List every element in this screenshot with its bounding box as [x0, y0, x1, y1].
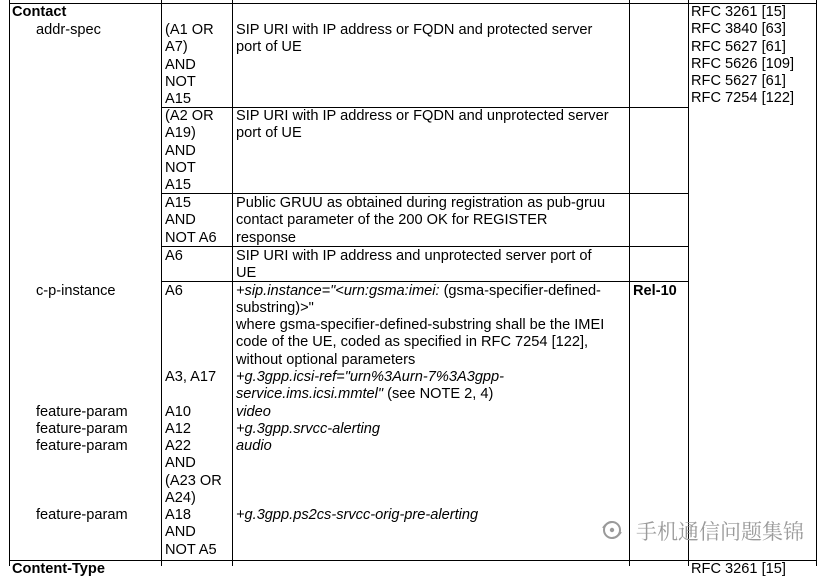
param-name-feature-param: feature-param [36, 421, 128, 437]
table-col-divider [161, 0, 162, 566]
desc-italic: +g.3gpp.icsi-ref="urn%3Aurn-7%3A3gpp- service.ims.icsi.mmtel" [236, 369, 505, 403]
wechat-official-account-icon [598, 520, 626, 542]
desc-italic: +sip.instance="<urn:gsma:imei: [236, 283, 440, 299]
condition-cell: (A1 OR A7) AND NOT A15 [165, 22, 214, 108]
param-name-feature-param: feature-param [36, 507, 128, 523]
param-name-feature-param: feature-param [36, 438, 128, 454]
reference-cell: RFC 3261 [15] [691, 561, 786, 577]
table-border-left [9, 0, 10, 566]
desc-plain: (see NOTE 2, 4) [383, 386, 494, 403]
param-name-feature-param: feature-param [36, 404, 128, 420]
description-cell: audio [236, 438, 272, 454]
table-col-divider [629, 0, 630, 566]
description-cell: Public GRUU as obtained during registration as pub-gruu contact parameter of the 200 OK for REGISTER response [236, 195, 606, 246]
table-col-divider [688, 0, 689, 566]
description-cell: video [236, 404, 271, 420]
description-cell [236, 369, 504, 404]
condition-cell: A12 [165, 421, 191, 437]
desc-plain: (gsma-specifier-defined- [439, 283, 601, 299]
description-cell: SIP URI with IP address and unprotected server port of UE [236, 248, 592, 282]
table-row-divider [161, 193, 689, 194]
condition-cell: A10 [165, 404, 191, 420]
condition-cell: (A2 OR A19) AND NOT A15 [165, 108, 214, 194]
table-col-divider [232, 0, 233, 566]
condition-cell: A18 AND NOT A5 [165, 507, 217, 558]
description-cell: where gsma-specifier-defined-substring shall be the IMEI code of the UE, coded as specified in RFC 7254 [122], without optional parameters [236, 317, 605, 368]
condition-cell: A3, A17 [165, 369, 217, 385]
description-cell: +g.3gpp.ps2cs-srvcc-orig-pre-alerting [236, 507, 479, 523]
footer-content-type: Content-Type [12, 561, 105, 577]
header-contact: Contact [12, 4, 67, 20]
condition-cell: A15 AND NOT A6 [165, 195, 217, 246]
condition-cell: A22 AND (A23 OR A24) [165, 438, 222, 506]
release-cell: Rel-10 [633, 283, 677, 299]
condition-cell: A6 [165, 283, 183, 299]
description-cell [236, 283, 601, 300]
description-cell: substring)>" [236, 300, 314, 316]
param-name-c-p-instance: c-p-instance [36, 283, 116, 299]
description-cell: +g.3gpp.srvcc-alerting [236, 421, 380, 437]
watermark-text: 手机通信问题集锦 [636, 521, 804, 544]
description-cell: SIP URI with IP address or FQDN and unprotected server port of UE [236, 108, 609, 142]
description-cell: SIP URI with IP address or FQDN and protected server port of UE [236, 22, 593, 56]
table-border-right [816, 0, 817, 566]
condition-cell: A6 [165, 248, 183, 264]
reference-cell: RFC 3261 [15] RFC 3840 [63] RFC 5627 [61] RFC 5626 [109] RFC 5627 [61] RFC 7254 [122] [691, 4, 795, 107]
watermark [598, 516, 804, 546]
param-name-addr-spec: addr-spec [36, 22, 101, 38]
